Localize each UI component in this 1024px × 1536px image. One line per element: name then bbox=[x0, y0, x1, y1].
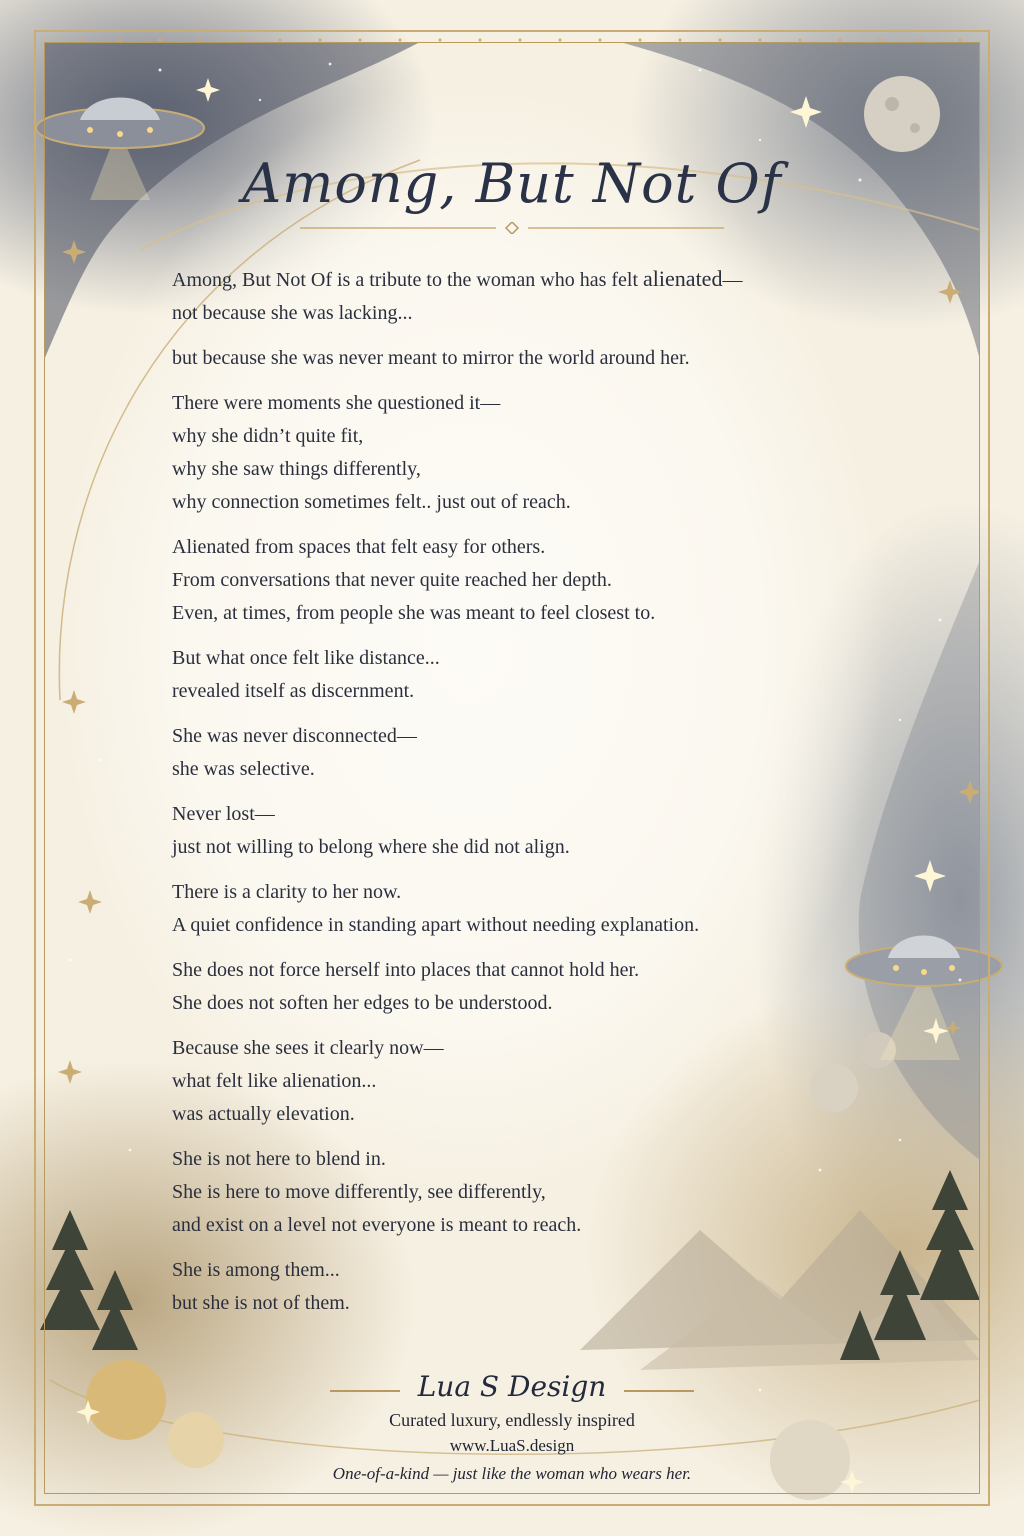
poem-line-text: but she is not of them. bbox=[172, 1292, 350, 1314]
poem-line bbox=[172, 1098, 832, 1131]
poem-stanza bbox=[172, 798, 832, 864]
poem-line bbox=[172, 675, 832, 708]
poem-line bbox=[172, 876, 832, 909]
poem-line bbox=[172, 420, 832, 453]
page-title: Among, But Not Of bbox=[242, 152, 782, 215]
poem-stanza bbox=[172, 342, 832, 375]
poem-line bbox=[172, 987, 832, 1020]
poem-stanza bbox=[172, 954, 832, 1020]
poem-line-text: Never lost— bbox=[172, 803, 275, 825]
poem-line-text: A quiet confidence in standing apart without needing explanation. bbox=[172, 914, 700, 936]
brand-signature: Lua S Design bbox=[417, 1370, 607, 1403]
poem-line bbox=[172, 954, 832, 987]
poem-line-text: what felt like alienation... bbox=[172, 1070, 377, 1092]
poem-line-text: Among, But Not Of is a tribute to the woman who has felt bbox=[172, 269, 644, 291]
poem-line-text: She is here to move differently, see differently, bbox=[172, 1181, 546, 1203]
poem-line-text: Alienated from spaces that felt easy for others. bbox=[172, 536, 546, 558]
poem-line-text: was actually elevation. bbox=[172, 1103, 355, 1125]
poem-line-text: she was selective. bbox=[172, 758, 315, 780]
poem-stanza bbox=[172, 387, 832, 519]
poem-line bbox=[172, 753, 832, 786]
poem-line-text: She is among them... bbox=[172, 1259, 340, 1281]
poem-stanza bbox=[172, 531, 832, 630]
poem-line-text: not because she was lacking... bbox=[172, 302, 413, 324]
poem-line bbox=[172, 387, 832, 420]
poem-line-text: She was never disconnected— bbox=[172, 725, 417, 747]
poem-line-text: She does not soften her edges to be understood. bbox=[172, 992, 553, 1014]
poem-line-text: Because she sees it clearly now— bbox=[172, 1037, 444, 1059]
poem-line-text: revealed itself as discernment. bbox=[172, 680, 415, 702]
poem-line bbox=[172, 1254, 832, 1287]
poem-stanza bbox=[172, 876, 832, 942]
poem-line bbox=[172, 831, 832, 864]
poem-stanza bbox=[172, 1143, 832, 1242]
poem-stanza bbox=[172, 1032, 832, 1131]
poem-stanza bbox=[172, 262, 832, 330]
poem-line-text: She does not force herself into places that cannot hold her. bbox=[172, 959, 640, 981]
poem-stanza bbox=[172, 642, 832, 708]
poem-line-text: and exist on a level not everyone is meant to reach. bbox=[172, 1214, 582, 1236]
poem-line-text: Even, at times, from people she was meant to feel closest to. bbox=[172, 602, 656, 624]
poem-line bbox=[172, 597, 832, 630]
poem-line bbox=[172, 564, 832, 597]
poem-line-suffix: — bbox=[722, 269, 743, 291]
poem-stanza bbox=[172, 720, 832, 786]
website-link[interactable]: www.LuaS.design bbox=[449, 1436, 575, 1455]
poem-line-text: but because she was never meant to mirror the world around her. bbox=[172, 347, 690, 369]
brand-tagline: Curated luxury, endlessly inspired bbox=[389, 1410, 635, 1430]
poem-line-text: She is not here to blend in. bbox=[172, 1148, 386, 1170]
poem-line bbox=[172, 1065, 832, 1098]
poem-line bbox=[172, 1287, 832, 1320]
poem-body bbox=[172, 262, 832, 1332]
brand-motto: One-of-a-kind — just like the woman who wears her. bbox=[332, 1464, 692, 1483]
poem-emphasis: alienated bbox=[643, 266, 723, 291]
poem-line bbox=[172, 642, 832, 675]
poem-line bbox=[172, 1032, 832, 1065]
poem-line bbox=[172, 1143, 832, 1176]
poem-line bbox=[172, 262, 832, 297]
poem-stanza bbox=[172, 1254, 832, 1320]
poem-line-text: why she saw things differently, bbox=[172, 458, 421, 480]
poem-line bbox=[172, 453, 832, 486]
poem-line bbox=[172, 798, 832, 831]
poem-line-text: There were moments she questioned it— bbox=[172, 392, 501, 414]
poem-line-text: just not willing to belong where she did not align. bbox=[172, 836, 570, 858]
poem-line bbox=[172, 909, 832, 942]
poem-line bbox=[172, 1209, 832, 1242]
poem-line bbox=[172, 720, 832, 753]
poem-line-text: why connection sometimes felt.. just out of reach. bbox=[172, 491, 571, 513]
poem-line-text: From conversations that never quite reached her depth. bbox=[172, 569, 612, 591]
poem-line bbox=[172, 297, 832, 330]
poem-line bbox=[172, 1176, 832, 1209]
poem-line-text: why she didn’t quite fit, bbox=[172, 425, 364, 447]
poem-line bbox=[172, 531, 832, 564]
poem-line bbox=[172, 486, 832, 519]
poem-line bbox=[172, 342, 832, 375]
poem-line-text: There is a clarity to her now. bbox=[172, 881, 402, 903]
diamond-icon bbox=[506, 222, 518, 234]
title-divider bbox=[300, 222, 724, 234]
poem-line-text: But what once felt like distance... bbox=[172, 647, 440, 669]
